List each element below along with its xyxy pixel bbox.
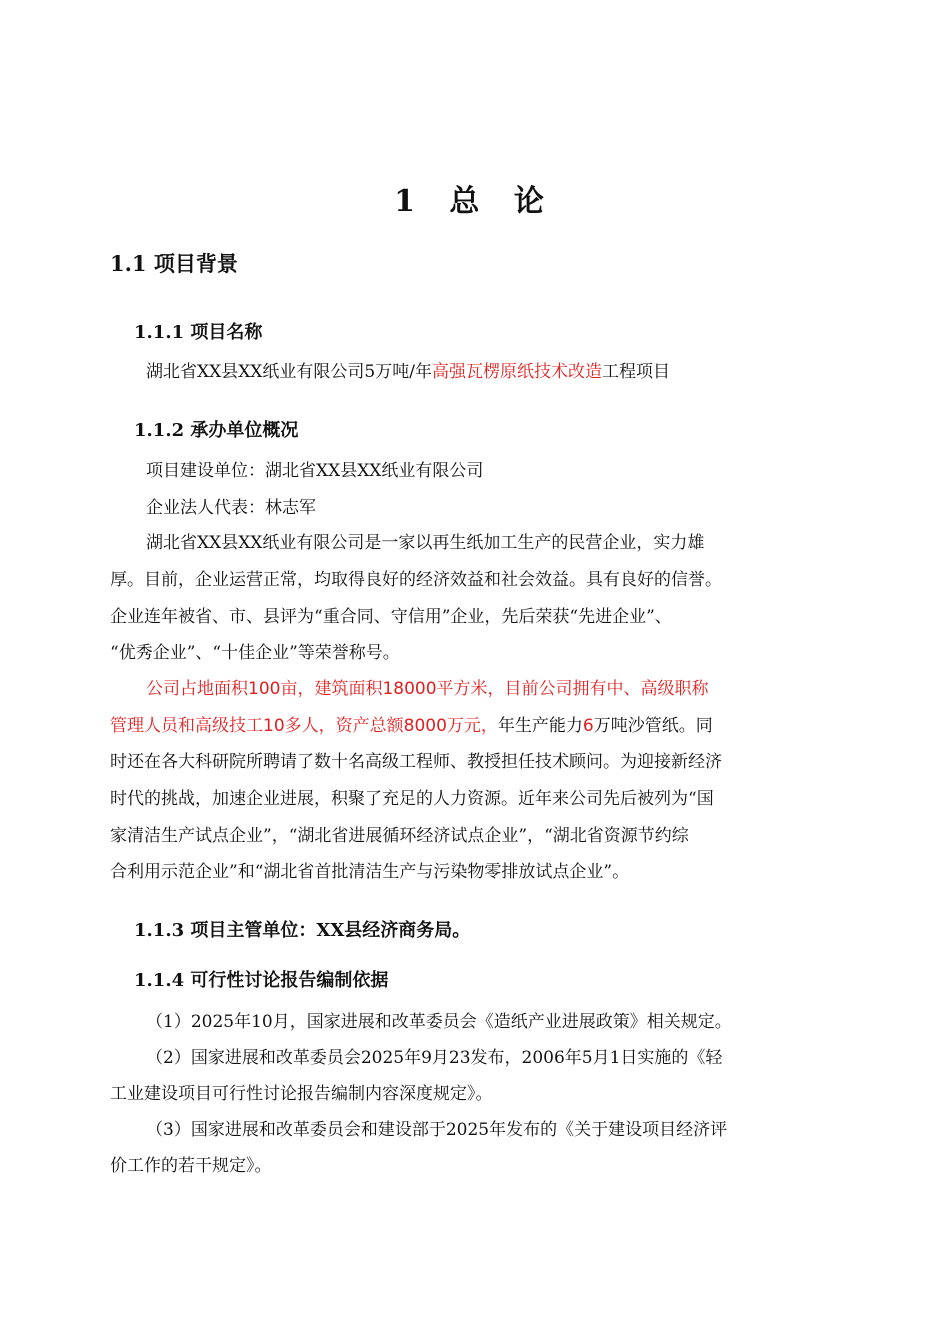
paragraph-line: 时还在各大科研院所聘请了数十名高级工程师、教授担任技术顾问。为迎接新经济 [110, 752, 722, 772]
paragraph-line: 厚。目前，企业运营正常，均取得良好的经济效益和社会效益。具有良好的信誉。 [110, 570, 722, 590]
highlight-span: 管理人员和高级技工10多人，资产总额8000万元， [110, 716, 498, 736]
text-span: 万吨沙管纸。同 [593, 716, 713, 736]
text-span: 年生产能力 [497, 716, 583, 736]
project-name-pre: 湖北省XX县XX纸业有限公司5万吨/年 [146, 362, 432, 382]
basis-item: （3）国家进展和改革委员会和建设部于2025年发布的《关于建设项目经济评 [146, 1120, 728, 1140]
subsection-heading-1-1-2: 1.1.2 承办单位概况 [134, 420, 299, 441]
chapter-title: 1 总 论 [394, 184, 556, 219]
paragraph-line: 企业连年被省、市、县评为“重合同、守信用”企业，先后荣获“先进企业”、 [110, 607, 672, 627]
legal-rep-line: 企业法人代表：林志军 [146, 498, 316, 518]
subsection-heading-1-1-3: 1.1.3 项目主管单位：XX县经济商务局。 [134, 920, 471, 941]
subsection-heading-1-1-1: 1.1.1 项目名称 [134, 322, 263, 343]
basis-item-continued: 价工作的若干规定》。 [110, 1156, 272, 1176]
section-heading: 1.1 项目背景 [110, 251, 238, 276]
project-name-highlight: 高强瓦楞原纸技术改造 [431, 362, 602, 382]
basis-item-continued: 工业建设项目可行性讨论报告编制内容深度规定》。 [110, 1084, 493, 1104]
paragraph-line: 家清洁生产试点企业”，“湖北省进展循环经济试点企业”，“湖北省资源节约综 [110, 826, 689, 846]
paragraph-line: 湖北省XX县XX纸业有限公司是一家以再生纸加工生产的民营企业，实力雄 [146, 533, 705, 553]
highlight-line: 公司占地面积100亩，建筑面积18000平方米，目前公司拥有中、高级职称 [146, 679, 709, 699]
subsection-heading-1-1-4: 1.1.4 可行性讨论报告编制依据 [134, 970, 389, 991]
project-name-line [146, 357, 846, 382]
basis-item: （2）国家进展和改革委员会2025年9月23发布，2006年5月1日实施的《轻 [146, 1048, 723, 1068]
paragraph-line: 合利用示范企业”和“湖北省首批清洁生产与污染物零排放试点企业”。 [110, 862, 630, 882]
paragraph-line: “优秀企业”、“十佳企业”等荣誉称号。 [110, 643, 400, 663]
project-name-post: 工程项目 [601, 362, 670, 382]
highlight-line-mixed [110, 711, 810, 736]
basis-item: （1）2025年10月，国家进展和改革委员会《造纸产业进展政策》相关规定。 [146, 1012, 732, 1032]
construction-unit-line: 项目建设单位：湖北省XX县XX纸业有限公司 [146, 461, 484, 481]
paragraph-line: 时代的挑战，加速企业进展，积聚了充足的人力资源。近年来公司先后被列为“国 [110, 789, 714, 809]
highlight-span: 6 [582, 716, 594, 736]
